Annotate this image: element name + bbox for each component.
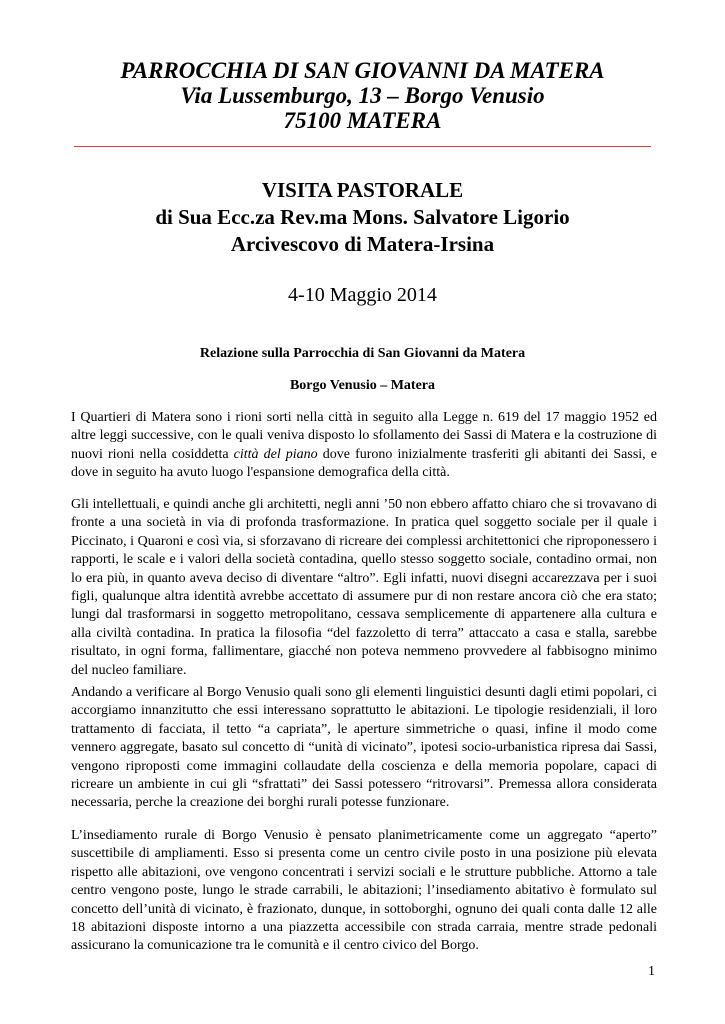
visit-dates: 4-10 Maggio 2014	[288, 284, 437, 306]
paragraph-2: Gli intellettuali, e quindi anche gli architetti, negli anni ’50 non ebbero affatto chiaro che si trovavano di fronte a una società in via di profonda trasformazione. In pratica quel soggetto sociale per il quale i Piccinato, i Quaroni e così via, si sforzavano di ricreare dei complessi architettonici che riproponessero i rapporti, le scale e i valori della società contadina, quello stesso soggetto sociale, contadino ormai, non lo era più, in quanto aveva deciso di diventare “altro”. Egli infatti, nuovi disegni accarezzava per i suoi figli, qualunque altra identità avrebbe accettato di assumere pur di non restare ancora ciò che era stato; lungi dal trasformarsi in soggetto metropolitano, cessava semplicemente di appartenere alla cultura e alla civiltà contadina. In pratica la filosofia “del fazzoletto di terra” attaccato a casa e stalla, sarebbe risultato, in ogni forma, fallimentare, giacché non poteva nemmeno provvedere al fabbisogno minimo del nucleo familiare.	[71, 497, 657, 678]
page-number: 1	[648, 964, 655, 979]
paragraph-1-text-b: dove furono inizialmente trasferiti gli abitanti dei Sassi, e dove in seguito ha avuto luogo l'espansione demografica della città.	[71, 446, 657, 481]
parish-name: PARROCCHIA DI SAN GIOVANNI DA MATERA	[120, 58, 605, 83]
paragraph-1-text-a: I Quartieri di Matera sono i rioni sorti nella città in seguito alla Legge n. 619 del 17 maggio 1952 ed altre leggi successive, con le quali veniva disposto lo sfollamento dei Sassi di Matera e la costruzione di nuovi rioni nella cosiddetta	[71, 410, 657, 462]
parish-address: Via Lussemburgo, 13 – Borgo Venusio	[180, 83, 545, 108]
report-location: Borgo Venusio – Matera	[289, 378, 436, 393]
report-subtitle: Relazione sulla Parrocchia di San Giovanni da Matera	[199, 346, 526, 361]
visit-bishop: di Sua Ecc.za Rev.ma Mons. Salvatore Ligorio	[155, 205, 570, 229]
header-divider	[74, 146, 651, 147]
paragraph-4: L’insediamento rurale di Borgo Venusio è pensato planimetricamente come un aggregato “aperto” suscettibile di ampliamenti. Esso si presenta come un centro civile posto in una posizione più elevata rispetto alle abitazioni, ove vengono concentrati i servizi sociali e le strutture pubbliche. Attorno a tale centro vengono poste, lungo le strade carrabili, le abitazioni; l’insediamento abitativo è formulato sul concetto dell’unità di vicinato, è frazionato, dunque, in sottoborghi, ognuno dei quali conta dalle 12 alle 18 abitazioni disposte intorno a una piazzetta accessibile con strada carraia, mentre strade pedonali assicurano la comunicazione tra le comunità e il centro civico del Borgo.	[71, 828, 657, 954]
paragraph-1	[71, 409, 657, 483]
paragraph-1-italic: città del piano	[233, 446, 318, 462]
visit-title: VISITA PASTORALE	[261, 178, 464, 202]
paragraph-3: Andando a verificare al Borgo Venusio quali sono gli elementi linguistici desunti dagli etimi popolari, ci accorgiamo innanzitutto che essi interessano soprattutto le abitazioni. Le tipologie residenziali, il loro trattamento di facciata, il tetto “a capriata”, le aperture simmetriche o quasi, infine il modo come vennero aggregate, basato sul concetto di “unità di vicinato”, ipotesi socio-urbanistica ripresa dai Sassi, vengono riproposti come immagini collaudate della coscienza e della memoria popolare, capaci di ricreare un ambiente in cui gli “sfrattati” dei Sassi potessero “ritrovarsi”. Premessa allora considerata necessaria, perche la creazione dei borghi rurali potesse funzionare.	[71, 685, 657, 811]
visit-archdiocese: Arcivescovo di Matera-Irsina	[230, 232, 495, 256]
parish-city: 75100 MATERA	[283, 108, 442, 133]
